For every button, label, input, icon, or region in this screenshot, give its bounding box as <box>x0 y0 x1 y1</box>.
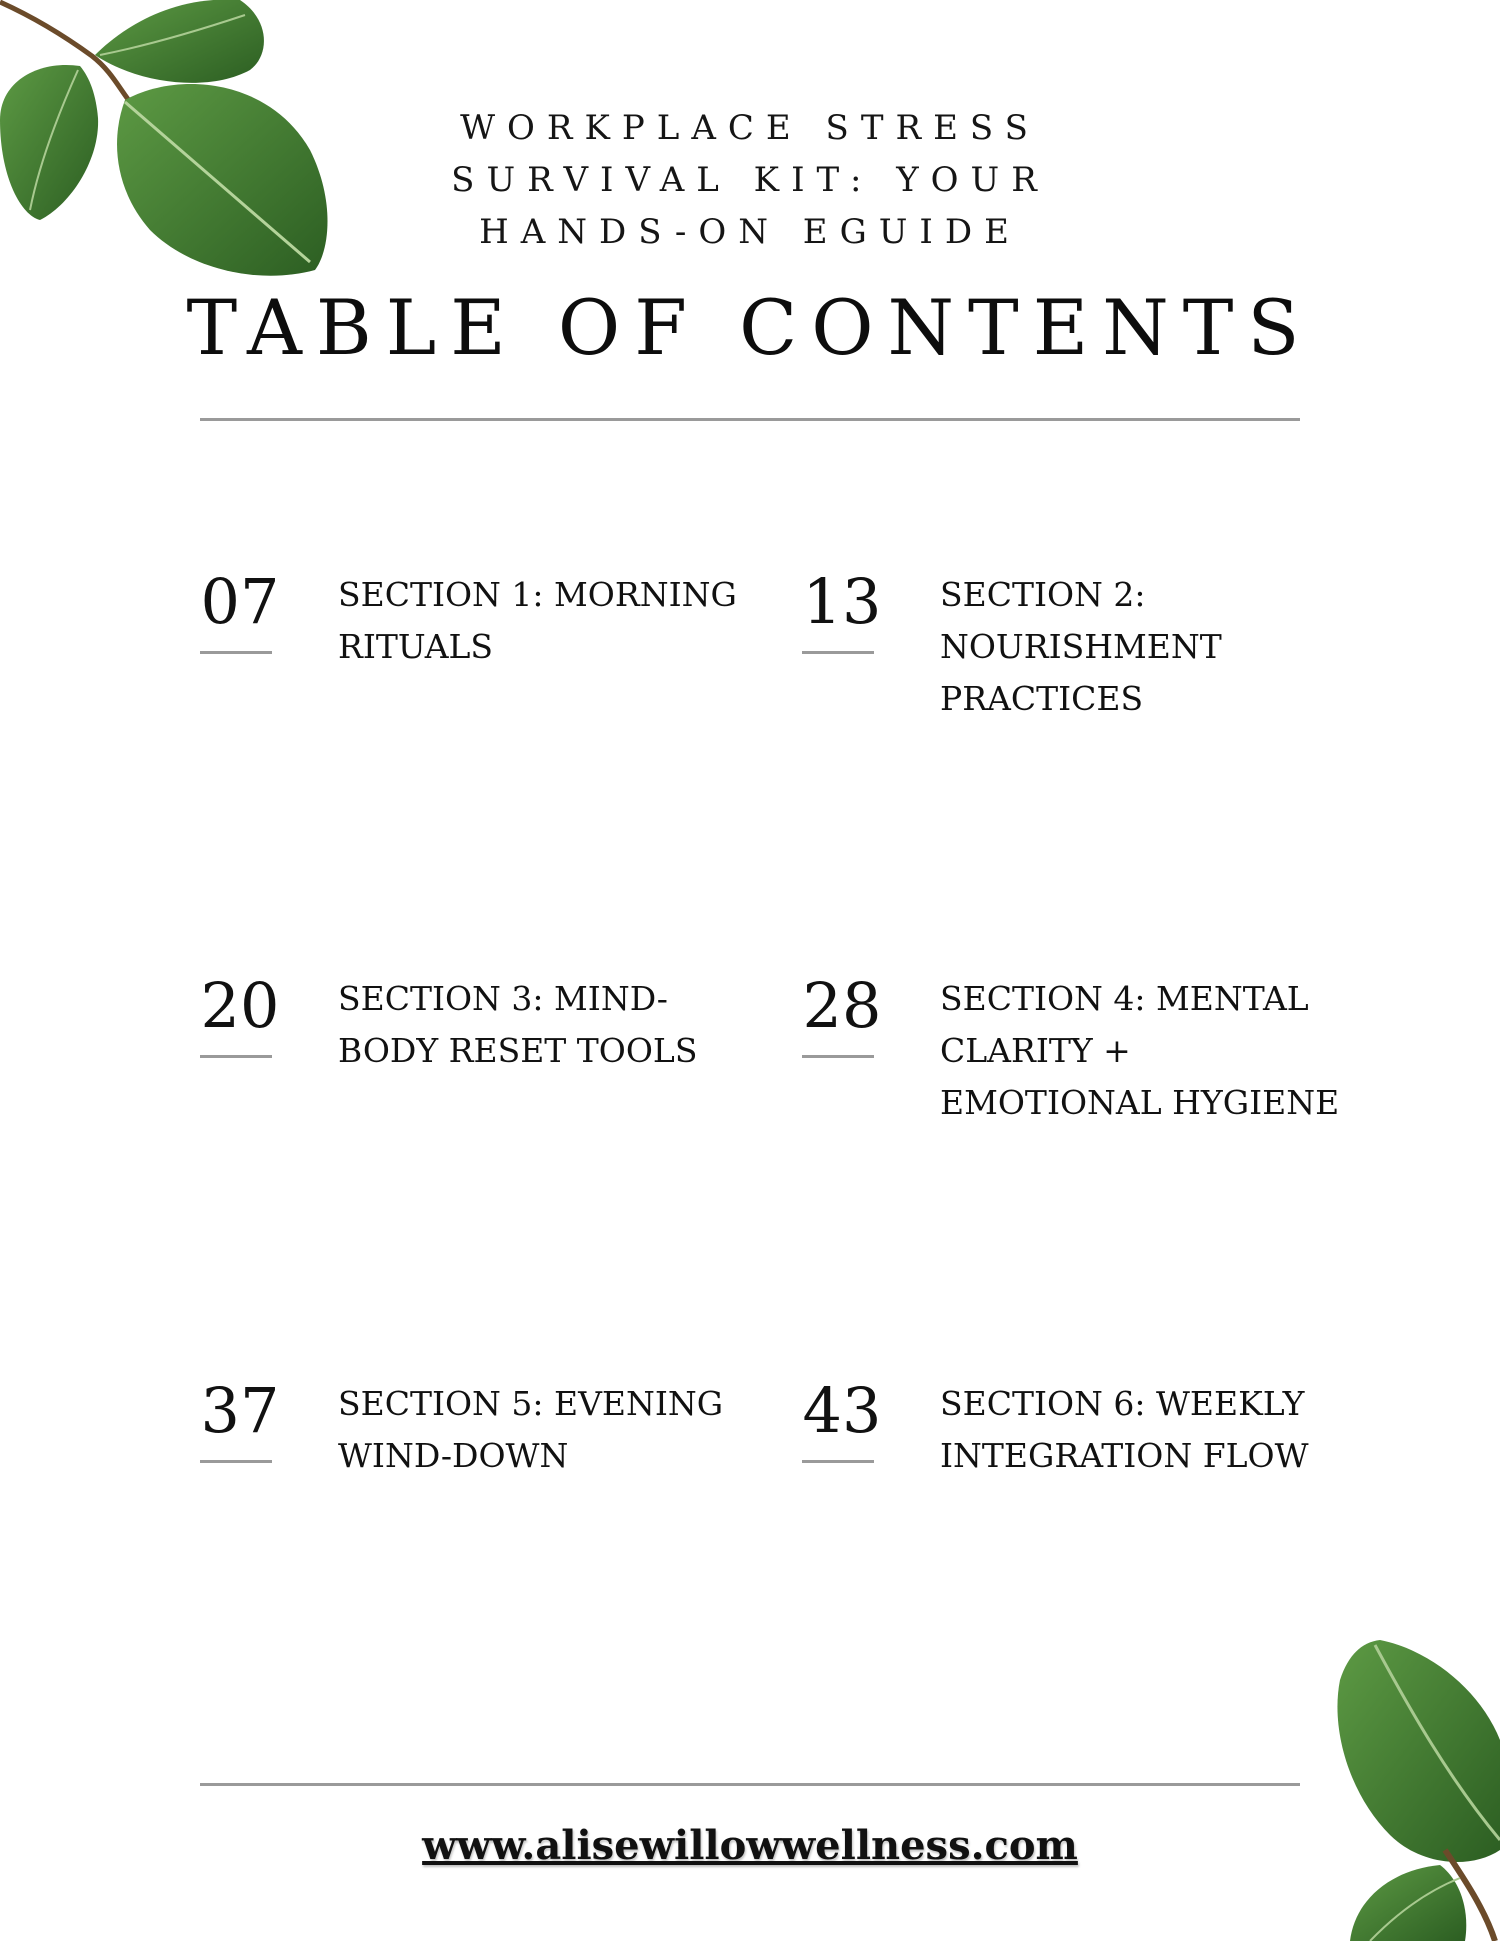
toc-entry-label: SECTION 5: EVENING WIND-DOWN <box>338 1384 724 1475</box>
toc-page-number: 20 <box>200 969 280 1042</box>
toc-entry-label: SECTION 4: MENTAL CLARITY + EMOTIONAL HYGIENE <box>940 979 1340 1122</box>
bottom-divider <box>200 1783 1300 1786</box>
guide-subtitle <box>300 102 1200 258</box>
website-link[interactable]: www.alisewillowwellness.com <box>422 1822 1078 1869</box>
toc-entry-label: SECTION 3: MIND-BODY RESET TOOLS <box>338 979 698 1070</box>
page-number-underline <box>802 1460 874 1463</box>
subtitle-line-2: SURVIVAL KIT: YOUR <box>451 160 1049 200</box>
toc-page-number: 07 <box>200 565 280 638</box>
page-title: TABLE OF CONTENTS <box>186 283 1314 372</box>
toc-page-number: 37 <box>200 1374 280 1447</box>
leaf-branch-top-left-icon <box>0 0 340 290</box>
toc-page-number: 13 <box>802 565 882 638</box>
subtitle-line-3: HANDS-ON EGUIDE <box>479 212 1021 252</box>
page-number-underline <box>200 1055 272 1058</box>
page-number-underline <box>802 651 874 654</box>
page-number-underline <box>200 651 272 654</box>
toc-entry-label: SECTION 6: WEEKLY INTEGRATION FLOW <box>940 1384 1309 1475</box>
subtitle-line-1: WORKPLACE STRESS <box>460 108 1040 148</box>
page-number-underline <box>802 1055 874 1058</box>
toc-entry-label: SECTION 1: MORNING RITUALS <box>338 575 737 666</box>
page-number-underline <box>200 1460 272 1463</box>
toc-entry-label: SECTION 2: NOURISHMENT PRACTICES <box>940 575 1222 718</box>
toc-page-number: 28 <box>802 969 882 1042</box>
leaf-branch-bottom-right-icon <box>1320 1640 1500 1941</box>
toc-page-number: 43 <box>802 1374 882 1447</box>
top-divider <box>200 418 1300 421</box>
